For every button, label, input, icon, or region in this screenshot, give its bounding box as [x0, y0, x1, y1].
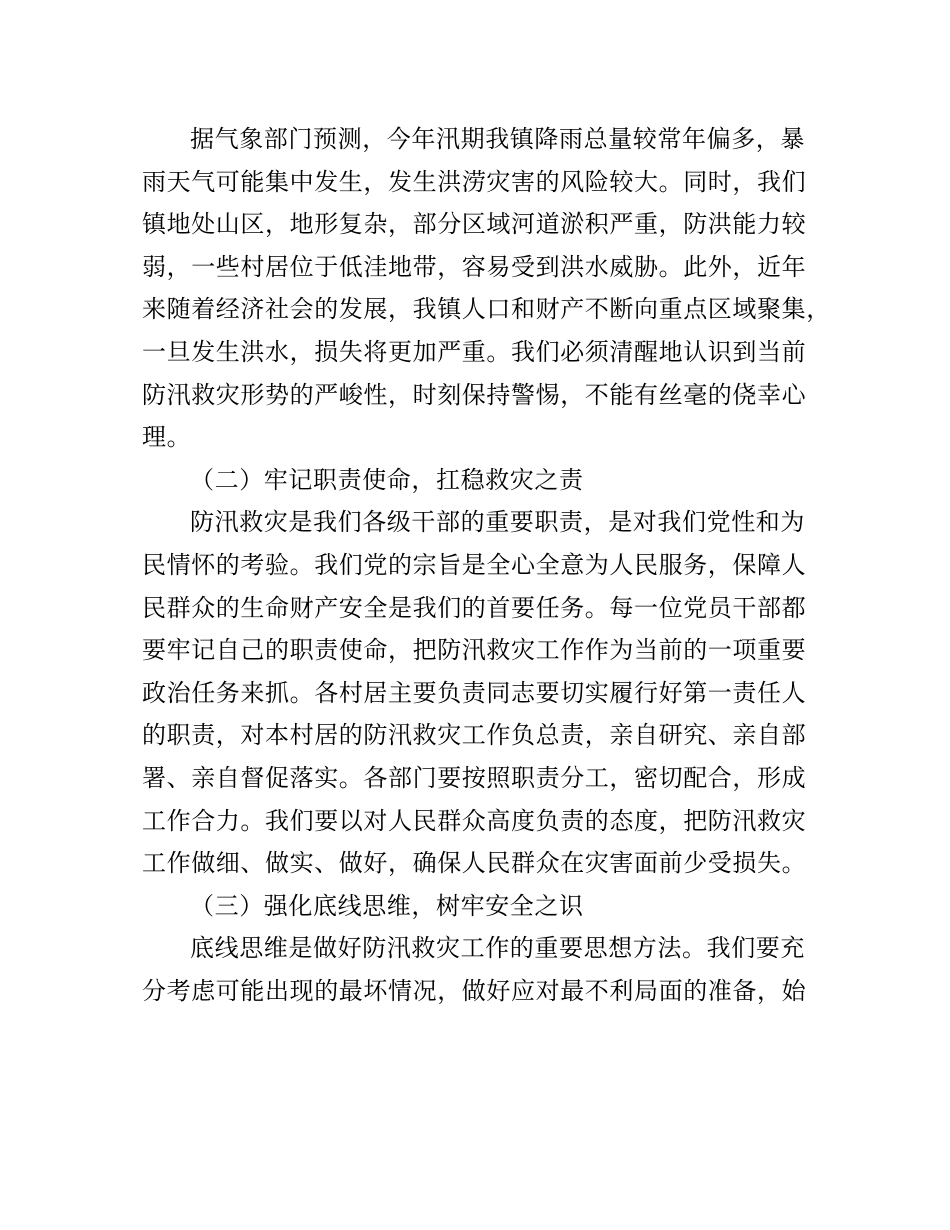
paragraph-line: 要牢记自己的职责使命，把防汛救灾工作作为当前的一项重要	[142, 636, 807, 665]
paragraph-line: 工作合力。我们要以对人民群众高度负责的态度，把防汛救灾	[142, 806, 807, 835]
paragraph-line: 一旦发生洪水，损失将更加严重。我们必须清醒地认识到当前	[142, 337, 807, 366]
paragraph-line: 民群众的生命财产安全是我们的首要任务。每一位党员干部都	[142, 593, 807, 622]
paragraph-line: 政治任务来抓。各村居主要负责同志要切实履行好第一责任人	[142, 678, 807, 707]
section-heading: （三）强化底线思维，树牢安全之识	[190, 891, 584, 920]
paragraph-line: 防汛救灾形势的严峻性，时刻保持警惕，不能有丝毫的侥幸心	[142, 380, 807, 409]
document-body	[142, 118, 832, 1012]
paragraph-line: 的职责，对本村居的防汛救灾工作负总责，亲自研究、亲自部	[142, 721, 807, 750]
paragraph-line: 理。	[142, 423, 192, 452]
paragraph-line: 底线思维是做好防汛救灾工作的重要思想方法。我们要充	[190, 934, 805, 963]
paragraph-line: 据气象部门预测，今年汛期我镇降雨总量较常年偏多，暴	[190, 125, 805, 153]
paragraph-line: 镇地处山区，地形复杂，部分区域河道淤积严重，防洪能力较	[142, 210, 807, 239]
paragraph-line: 工作做细、做实、做好，确保人民群众在灾害面前少受损失。	[142, 849, 807, 878]
paragraph-line: 弱，一些村居位于低洼地带，容易受到洪水威胁。此外，近年	[142, 252, 807, 281]
section-heading: （二）牢记职责使命，扛稳救灾之责	[190, 465, 584, 494]
paragraph-line: 雨天气可能集中发生，发生洪涝灾害的风险较大。同时，我们	[142, 167, 807, 196]
paragraph-line: 分考虑可能出现的最坏情况，做好应对最不利局面的准备，始	[142, 976, 807, 1005]
paragraph-line: 来随着经济社会的发展，我镇人口和财产不断向重点区域聚集，	[142, 295, 831, 324]
paragraph-line: 署、亲自督促落实。各部门要按照职责分工，密切配合，形成	[142, 763, 807, 792]
paragraph-line: 防汛救灾是我们各级干部的重要职责，是对我们党性和为	[190, 508, 805, 537]
paragraph-line: 民情怀的考验。我们党的宗旨是全心全意为人民服务，保障人	[142, 550, 807, 579]
